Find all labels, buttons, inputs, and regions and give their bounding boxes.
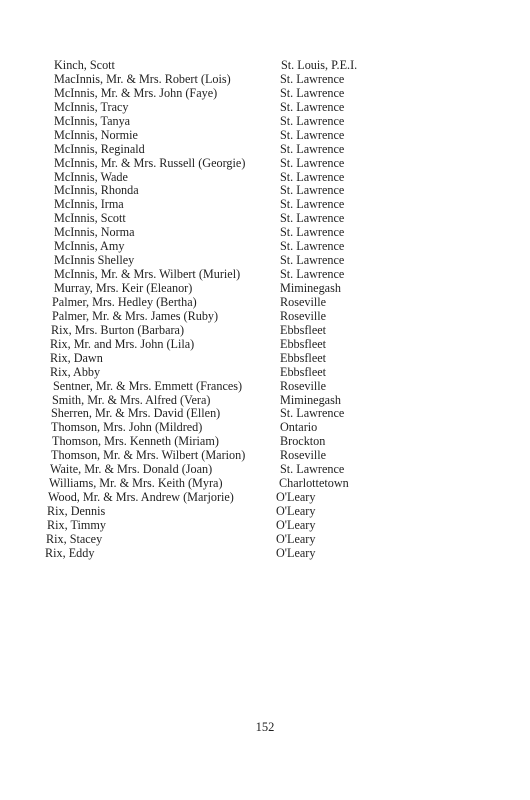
entry-name: McInnis, Reginald <box>54 141 145 156</box>
entry-name: Thomson, Mr. & Mrs. Wilbert (Marion) <box>51 448 246 463</box>
list-item <box>0 212 530 226</box>
entry-place: O'Leary <box>276 545 316 560</box>
entry-place: Ontario <box>280 420 318 435</box>
entry-place: St. Lawrence <box>280 85 345 100</box>
list-item <box>0 171 530 185</box>
list-item <box>0 533 530 547</box>
entry-name: McInnis Shelley <box>54 253 135 268</box>
entry-name: McInnis, Normie <box>54 127 138 142</box>
entry-name: McInnis, Mr. & Mrs. Russell (Georgie) <box>54 155 246 170</box>
list-item <box>0 380 530 394</box>
entry-place: St. Lawrence <box>280 155 345 170</box>
list-item <box>0 421 530 435</box>
entry-place: St. Lawrence <box>280 406 345 421</box>
entry-name: Sentner, Mr. & Mrs. Emmett (Frances) <box>53 378 243 393</box>
list-item <box>0 282 530 296</box>
entry-place: St. Lawrence <box>280 71 345 86</box>
list-item <box>0 547 530 561</box>
entry-name: Sherren, Mr. & Mrs. David (Ellen) <box>51 406 221 421</box>
entry-name: Rix, Abby <box>50 364 101 379</box>
list-item <box>0 505 530 519</box>
entry-place: Miminegash <box>280 392 341 407</box>
entry-name: McInnis, Irma <box>54 197 124 212</box>
list-item <box>0 394 530 408</box>
list-item <box>0 338 530 352</box>
entry-place: Roseville <box>280 294 327 309</box>
list-item <box>0 310 530 324</box>
entry-name: Palmer, Mr. & Mrs. James (Ruby) <box>52 308 219 323</box>
entry-place: St. Lawrence <box>280 253 345 268</box>
list-item <box>0 491 530 505</box>
entry-name: Rix, Mrs. Burton (Barbara) <box>51 322 185 337</box>
list-item <box>0 449 530 463</box>
entry-name: McInnis, Norma <box>54 225 135 240</box>
list-item <box>0 115 530 129</box>
entry-place: O'Leary <box>276 504 316 518</box>
entry-place: Miminegash <box>280 281 341 295</box>
list-item <box>0 157 530 171</box>
list-item <box>0 240 530 254</box>
list-item <box>0 435 530 449</box>
entry-name: Rix, Dawn <box>50 350 103 365</box>
name-place-list <box>0 59 530 561</box>
entry-place: Ebbsfleet <box>280 336 327 351</box>
entry-name: Wood, Mr. & Mrs. Andrew (Marjorie) <box>48 490 234 505</box>
entry-name: Thomson, Mrs. John (Mildred) <box>51 420 203 435</box>
list-item <box>0 407 530 421</box>
entry-place: Charlottetown <box>279 476 349 491</box>
list-item <box>0 143 530 157</box>
entry-name: Rix, Dennis <box>47 504 106 518</box>
list-item <box>0 519 530 533</box>
list-item <box>0 184 530 198</box>
entry-place: Ebbsfleet <box>280 350 327 365</box>
entry-place: Roseville <box>280 448 327 463</box>
entry-name: McInnis, Tracy <box>54 99 129 114</box>
list-item <box>0 268 530 282</box>
list-item <box>0 477 530 491</box>
entry-place: St. Lawrence <box>280 211 345 226</box>
entry-name: McInnis, Tanya <box>54 113 131 128</box>
entry-name: Kinch, Scott <box>54 58 115 72</box>
list-item <box>0 352 530 366</box>
entry-place: St. Lawrence <box>280 197 345 212</box>
entry-place: St. Lawrence <box>280 113 345 128</box>
list-item <box>0 254 530 268</box>
list-item <box>0 324 530 338</box>
entry-name: McInnis, Wade <box>54 169 128 184</box>
entry-name: Murray, Mrs. Keir (Eleanor) <box>54 281 193 295</box>
entry-name: Rix, Timmy <box>47 517 106 532</box>
entry-place: Ebbsfleet <box>280 322 327 337</box>
list-item <box>0 463 530 477</box>
entry-place: St. Louis, P.E.I. <box>281 58 358 72</box>
entry-name: Rix, Mr. and Mrs. John (Lila) <box>50 336 195 351</box>
entry-place: Brockton <box>280 434 326 449</box>
entry-place: St. Lawrence <box>280 141 345 156</box>
entry-place: St. Lawrence <box>280 169 345 184</box>
entry-place: Ebbsfleet <box>280 364 327 379</box>
list-item <box>0 129 530 143</box>
entry-name: Thomson, Mrs. Kenneth (Miriam) <box>52 434 219 449</box>
entry-place: St. Lawrence <box>280 127 345 142</box>
entry-place: St. Lawrence <box>280 239 345 254</box>
entry-name: McInnis, Mr. & Mrs. John (Faye) <box>54 85 218 100</box>
entry-name: MacInnis, Mr. & Mrs. Robert (Lois) <box>54 71 231 86</box>
entry-place: O'Leary <box>276 490 316 505</box>
entry-place: Roseville <box>280 378 327 393</box>
entry-place: O'Leary <box>276 531 316 546</box>
entry-place: St. Lawrence <box>280 225 345 240</box>
list-item <box>0 226 530 240</box>
entry-name: McInnis, Amy <box>54 239 125 254</box>
entry-name: Rix, Stacey <box>46 531 103 546</box>
list-item <box>0 87 530 101</box>
entry-name: Williams, Mr. & Mrs. Keith (Myra) <box>49 476 223 491</box>
list-item <box>0 366 530 380</box>
entry-name: McInnis, Scott <box>54 211 126 226</box>
entry-name: McInnis, Rhonda <box>54 183 139 198</box>
entry-name: Smith, Mr. & Mrs. Alfred (Vera) <box>52 392 211 407</box>
entry-place: St. Lawrence <box>280 99 345 114</box>
entry-place: St. Lawrence <box>280 462 345 477</box>
entry-place: St. Lawrence <box>280 267 345 282</box>
list-item <box>0 73 530 87</box>
list-item <box>0 296 530 310</box>
entry-name: Waite, Mr. & Mrs. Donald (Joan) <box>50 462 213 477</box>
list-item <box>0 198 530 212</box>
list-item <box>0 101 530 115</box>
entry-name: Rix, Eddy <box>45 545 95 560</box>
entry-place: Roseville <box>280 308 327 323</box>
entry-place: O'Leary <box>276 517 316 532</box>
entry-name: McInnis, Mr. & Mrs. Wilbert (Muriel) <box>54 267 241 282</box>
entry-name: Palmer, Mrs. Hedley (Bertha) <box>52 294 197 309</box>
list-item <box>0 59 530 73</box>
page-number: 152 <box>255 720 275 734</box>
entry-place: St. Lawrence <box>280 183 345 198</box>
